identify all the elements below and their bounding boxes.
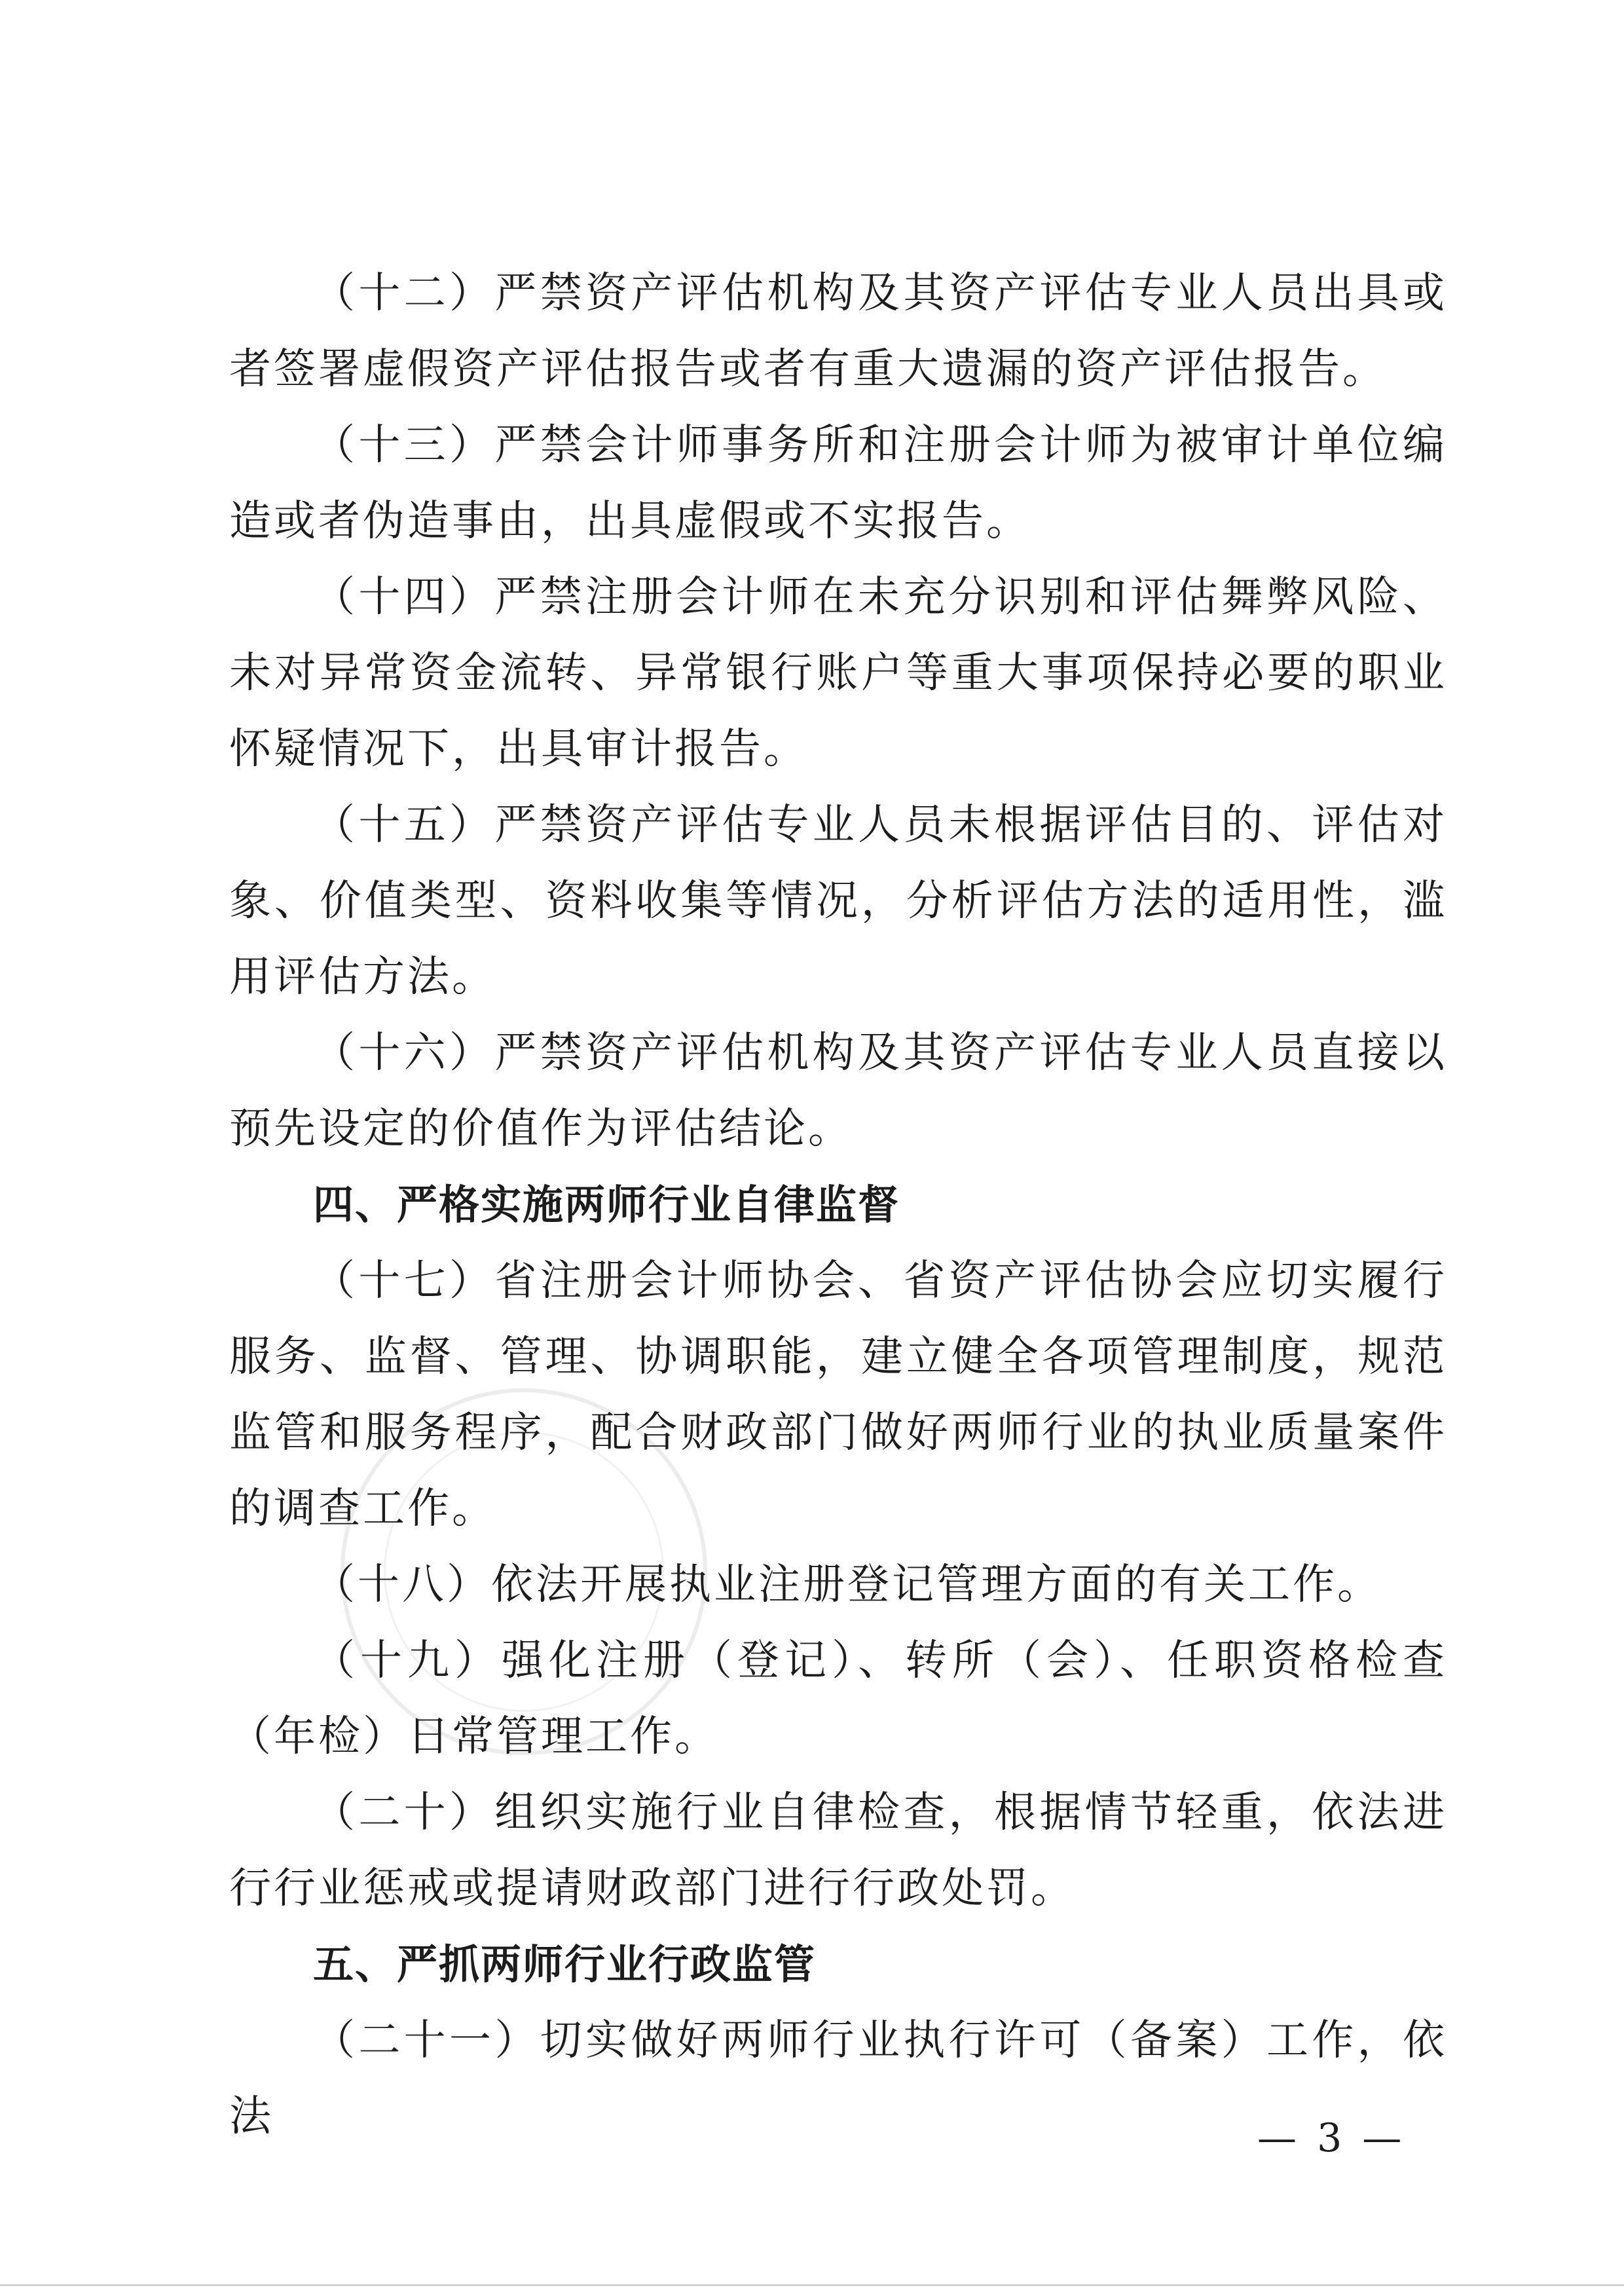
paragraph-item-12: （十二）严禁资产评估机构及其资产评估专业人员出具或者签署虚假资产评估报告或者有重大遗漏的资产评估报告。 — [229, 269, 1447, 394]
paragraph-item-16: （十六）严禁资产评估机构及其资产评估专业人员直接以预先设定的价值作为评估结论。 — [229, 1029, 1447, 1153]
paragraph-item-15: （十五）严禁资产评估专业人员未根据评估目的、评估对象、价值类型、资料收集等情况，分析评估方法的适用性，滥用评估方法。 — [229, 801, 1447, 1001]
scan-edge-line — [0, 2284, 1624, 2286]
paragraph-item-18: （十八）依法开展执业注册登记管理方面的有关工作。 — [313, 1561, 1382, 1609]
page-number: — 3 — — [1257, 2115, 1406, 2161]
section-heading-4: 四、严格实施两师行业自律监督 — [313, 1181, 900, 1229]
paragraph-item-14: （十四）严禁注册会计师在未充分识别和评估舞弊风险、未对异常资金流转、异常银行账户等重大事项保持必要的职业怀疑情况下，出具审计报告。 — [229, 573, 1447, 773]
document-body — [229, 255, 1447, 2155]
paragraph-item-20: （二十）组织实施行业自律检查，根据情节轻重，依法进行行业惩戒或提请财政部门进行行政处罚。 — [229, 1788, 1447, 1913]
paragraph-item-21: （二十一）切实做好两师行业执行许可（备案）工作，依法 — [229, 2016, 1447, 2141]
paragraph-item-19: （十九）强化注册（登记）、转所（会）、任职资格检查（年检）日常管理工作。 — [229, 1637, 1447, 1761]
paragraph-item-17: （十七）省注册会计师协会、省资产评估协会应切实履行服务、监督、管理、协调职能，建立健全各项管理制度，规范监管和服务程序，配合财政部门做好两师行业的执业质量案件的调查工作。 — [229, 1257, 1447, 1533]
paragraph-item-13: （十三）严禁会计师事务所和注册会计师为被审计单位编造或者伪造事由，出具虚假或不实报告。 — [229, 421, 1447, 546]
section-heading-5: 五、严抓两师行业行政监管 — [313, 1940, 817, 1988]
